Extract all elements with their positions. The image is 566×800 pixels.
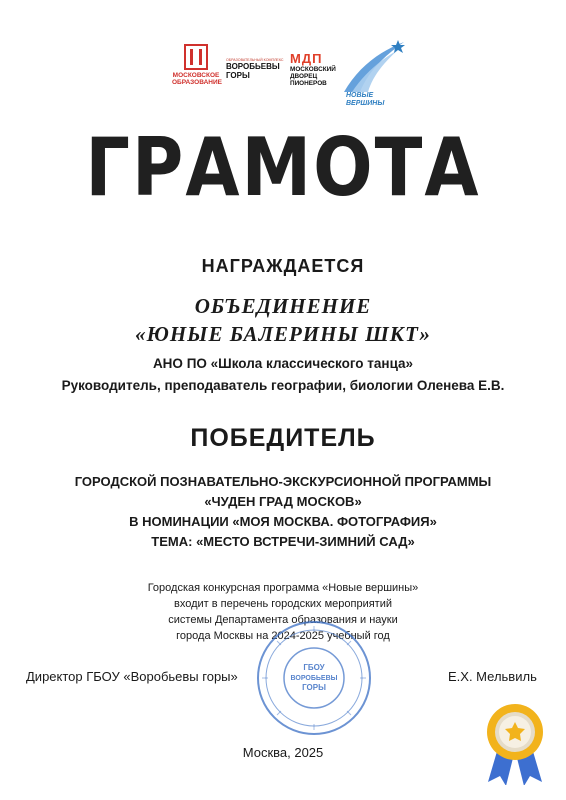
program-line-1: ГОРОДСКОЙ ПОЗНАВАТЕЛЬНО-ЭКСКУРСИОННОЙ ПРОГРАММЫ bbox=[74, 474, 492, 489]
moscow-education-icon bbox=[184, 44, 208, 70]
new-peaks-logo: НОВЫЕ ВЕРШИНЫ bbox=[338, 38, 408, 116]
note-line-4: города Москвы на 2024-2025 учебный год bbox=[176, 630, 390, 642]
program-line-4: ТЕМА: «МЕСТО ВСТРЕЧИ-ЗИМНИЙ САД» bbox=[151, 534, 415, 549]
svg-text:ГОРЫ: ГОРЫ bbox=[302, 683, 326, 692]
program-line-3: В НОМИНАЦИИ «МОЯ МОСКВА. ФОТОГРАФИЯ» bbox=[129, 514, 437, 529]
city-year: Москва, 2025 bbox=[242, 745, 324, 760]
note-line-3: системы Департамента образования и науки bbox=[168, 614, 398, 626]
director-name: Е.Х. Мельвиль bbox=[448, 669, 537, 684]
recipient-line-1: ОБЪЕДИНЕНИЕ bbox=[194, 294, 372, 318]
leader-line: Руководитель, преподаватель географии, биологии Оленева Е.В. bbox=[61, 378, 505, 393]
vorobyovy-gory-logo: ОБРАЗОВАТЕЛЬНЫЙ КОМПЛЕКС ВОРОБЬЕВЫ ГОРЫ bbox=[226, 58, 284, 80]
organization-name: АНО ПО «Школа классического танца» bbox=[152, 356, 414, 371]
status-heading: ПОБЕДИТЕЛЬ bbox=[190, 424, 376, 452]
moscow-education-logo: МОСКОВСКОЕ ОБРАЗОВАНИЕ bbox=[172, 44, 220, 86]
director-label: Директор ГБОУ «Воробьевы горы» bbox=[26, 669, 238, 684]
document-title: ГРАМОТА bbox=[85, 120, 481, 215]
note-line-2: входит в перечень городских мероприятий bbox=[173, 598, 393, 610]
note-line-1: Городская конкурсная программа «Новые вершины» bbox=[147, 582, 419, 594]
mdp-logo: МДП МОСКОВСКИЙ ДВОРЕЦ ПИОНЕРОВ bbox=[290, 51, 336, 87]
new-peaks-icon bbox=[338, 38, 408, 94]
svg-text:ВОРОБЬЕВЫ: ВОРОБЬЕВЫ bbox=[290, 675, 338, 682]
svg-text:ГБОУ: ГБОУ bbox=[303, 663, 325, 672]
official-stamp-icon bbox=[254, 618, 374, 738]
recipient-line-2: «ЮНЫЕ БАЛЕРИНЫ ШКТ» bbox=[135, 322, 431, 346]
program-line-2: «ЧУДЕН ГРАД МОСКОВ» bbox=[204, 494, 362, 509]
award-medal-icon bbox=[480, 700, 550, 785]
awarded-heading: НАГРАЖДАЕТСЯ bbox=[201, 256, 365, 276]
